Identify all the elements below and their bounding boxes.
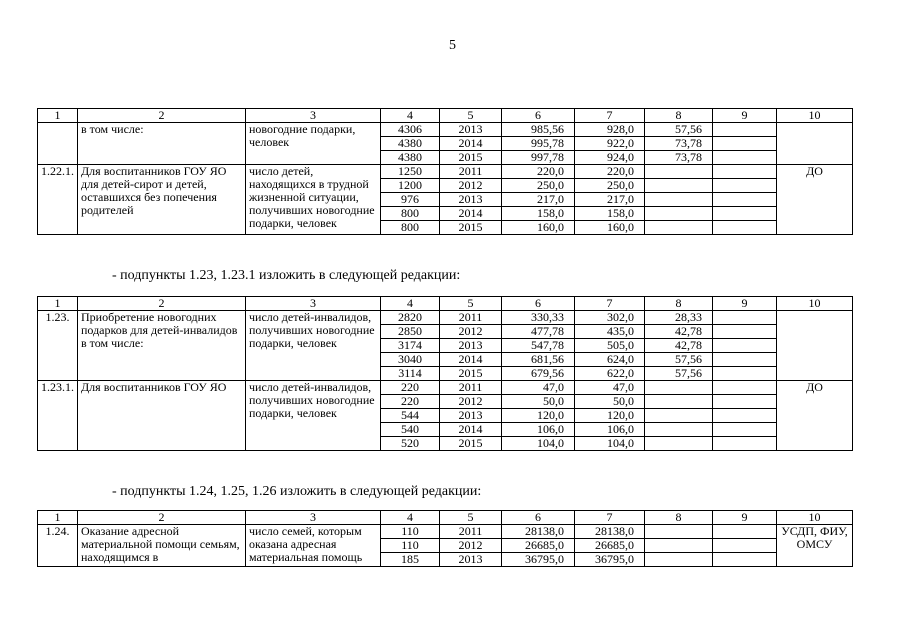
column-number-header: 5 (440, 511, 502, 525)
federal-budget-cell (645, 553, 713, 567)
year-cell: 2013 (440, 409, 502, 423)
indicator-value-cell: 110 (381, 539, 440, 553)
executor-cell (777, 123, 853, 165)
federal-budget-cell (645, 179, 713, 193)
year-cell: 2011 (440, 381, 502, 395)
column-number-header: 3 (246, 297, 381, 311)
instruction-note-1-24: - подпункты 1.24, 1.25, 1.26 изложить в следующей редакции: (112, 484, 482, 499)
indicator-cell: число семей, которым оказана адресная материальная помощь (246, 525, 381, 567)
other-source-cell (713, 409, 777, 423)
column-number-header: 9 (713, 109, 777, 123)
column-number-header: 8 (645, 297, 713, 311)
column-number-header: 6 (502, 297, 575, 311)
instruction-note-1-23: - подпункты 1.23, 1.23.1 изложить в следующей редакции: (112, 268, 461, 283)
indicator-cell: число детей-инвалидов, получивших новогодние подарки, человек (246, 311, 381, 381)
item-name-cell: Для воспитанников ГОУ ЯО для детей-сирот и детей, оставшихся без попечения родителей (78, 165, 246, 235)
table-section-1-24 (37, 510, 853, 567)
executor-cell: ДО (777, 381, 853, 451)
year-cell: 2012 (440, 395, 502, 409)
indicator-value-cell: 4380 (381, 151, 440, 165)
year-cell: 2013 (440, 123, 502, 137)
year-cell: 2015 (440, 221, 502, 235)
other-source-cell (713, 367, 777, 381)
year-cell: 2012 (440, 179, 502, 193)
executor-cell: ДО (777, 165, 853, 235)
item-number-cell: 1.22.1. (38, 165, 78, 235)
total-amount-cell: 995,78 (502, 137, 575, 151)
column-number-header: 1 (38, 511, 78, 525)
table-row (38, 123, 853, 137)
indicator-value-cell: 4380 (381, 137, 440, 151)
other-source-cell (713, 165, 777, 179)
federal-budget-cell (645, 409, 713, 423)
regional-budget-cell: 106,0 (575, 423, 645, 437)
column-number-header: 2 (78, 511, 246, 525)
year-cell: 2015 (440, 151, 502, 165)
executor-cell (777, 311, 853, 381)
federal-budget-cell (645, 525, 713, 539)
federal-budget-cell: 28,33 (645, 311, 713, 325)
column-number-header: 7 (575, 511, 645, 525)
indicator-value-cell: 1250 (381, 165, 440, 179)
header-row (38, 109, 853, 123)
regional-budget-cell: 220,0 (575, 165, 645, 179)
regional-budget-cell: 28138,0 (575, 525, 645, 539)
indicator-value-cell: 1200 (381, 179, 440, 193)
federal-budget-cell: 57,56 (645, 353, 713, 367)
regional-budget-cell: 922,0 (575, 137, 645, 151)
other-source-cell (713, 539, 777, 553)
other-source-cell (713, 207, 777, 221)
regional-budget-cell: 622,0 (575, 367, 645, 381)
column-number-header: 10 (777, 297, 853, 311)
year-cell: 2011 (440, 165, 502, 179)
regional-budget-cell: 505,0 (575, 339, 645, 353)
regional-budget-cell: 435,0 (575, 325, 645, 339)
column-number-header: 2 (78, 109, 246, 123)
indicator-value-cell: 3114 (381, 367, 440, 381)
item-number-cell (38, 123, 78, 165)
item-number-cell: 1.23.1. (38, 381, 78, 451)
indicator-value-cell: 2850 (381, 325, 440, 339)
page-number: 5 (449, 38, 456, 53)
federal-budget-cell (645, 437, 713, 451)
indicator-value-cell: 540 (381, 423, 440, 437)
column-number-header: 10 (777, 511, 853, 525)
total-amount-cell: 28138,0 (502, 525, 575, 539)
regional-budget-cell: 104,0 (575, 437, 645, 451)
other-source-cell (713, 221, 777, 235)
other-source-cell (713, 123, 777, 137)
year-cell: 2013 (440, 553, 502, 567)
total-amount-cell: 220,0 (502, 165, 575, 179)
total-amount-cell: 106,0 (502, 423, 575, 437)
other-source-cell (713, 423, 777, 437)
regional-budget-cell: 160,0 (575, 221, 645, 235)
total-amount-cell: 217,0 (502, 193, 575, 207)
other-source-cell (713, 553, 777, 567)
regional-budget-cell: 624,0 (575, 353, 645, 367)
year-cell: 2011 (440, 525, 502, 539)
total-amount-cell: 477,78 (502, 325, 575, 339)
indicator-value-cell: 520 (381, 437, 440, 451)
federal-budget-cell (645, 395, 713, 409)
indicator-value-cell: 544 (381, 409, 440, 423)
column-number-header: 3 (246, 109, 381, 123)
year-cell: 2013 (440, 193, 502, 207)
total-amount-cell: 120,0 (502, 409, 575, 423)
indicator-value-cell: 220 (381, 395, 440, 409)
regional-budget-cell: 302,0 (575, 311, 645, 325)
indicator-value-cell: 185 (381, 553, 440, 567)
indicator-value-cell: 800 (381, 221, 440, 235)
item-name-cell: Приобретение новогодних подарков для детей-инвалидов в том числе: (78, 311, 246, 381)
total-amount-cell: 985,56 (502, 123, 575, 137)
column-number-header: 4 (381, 109, 440, 123)
column-number-header: 10 (777, 109, 853, 123)
item-name-cell: Оказание адресной материальной помощи семьям, находящимся в (78, 525, 246, 567)
regional-budget-cell: 50,0 (575, 395, 645, 409)
item-number-cell: 1.23. (38, 311, 78, 381)
table-row (38, 165, 853, 179)
year-cell: 2012 (440, 325, 502, 339)
other-source-cell (713, 311, 777, 325)
year-cell: 2013 (440, 339, 502, 353)
other-source-cell (713, 353, 777, 367)
indicator-cell: число детей, находящихся в трудной жизненной ситуации, получивших новогодние подарки, человек (246, 165, 381, 235)
column-number-header: 5 (440, 297, 502, 311)
column-number-header: 7 (575, 109, 645, 123)
indicator-value-cell: 976 (381, 193, 440, 207)
regional-budget-cell: 928,0 (575, 123, 645, 137)
indicator-value-cell: 220 (381, 381, 440, 395)
column-number-header: 6 (502, 511, 575, 525)
indicator-value-cell: 110 (381, 525, 440, 539)
executor-cell: УСДП, ФИУ, ОМСУ (777, 525, 853, 567)
other-source-cell (713, 151, 777, 165)
column-number-header: 1 (38, 109, 78, 123)
item-name-cell: Для воспитанников ГОУ ЯО (78, 381, 246, 451)
year-cell: 2015 (440, 437, 502, 451)
column-number-header: 9 (713, 511, 777, 525)
total-amount-cell: 547,78 (502, 339, 575, 353)
federal-budget-cell (645, 423, 713, 437)
total-amount-cell: 50,0 (502, 395, 575, 409)
header-row (38, 511, 853, 525)
other-source-cell (713, 193, 777, 207)
year-cell: 2014 (440, 423, 502, 437)
column-number-header: 1 (38, 297, 78, 311)
total-amount-cell: 104,0 (502, 437, 575, 451)
item-number-cell: 1.24. (38, 525, 78, 567)
regional-budget-cell: 217,0 (575, 193, 645, 207)
table-section-1-23 (37, 296, 853, 451)
total-amount-cell: 997,78 (502, 151, 575, 165)
column-number-header: 6 (502, 109, 575, 123)
total-amount-cell: 36795,0 (502, 553, 575, 567)
year-cell: 2015 (440, 367, 502, 381)
total-amount-cell: 26685,0 (502, 539, 575, 553)
regional-budget-cell: 924,0 (575, 151, 645, 165)
column-number-header: 2 (78, 297, 246, 311)
federal-budget-cell (645, 381, 713, 395)
column-number-header: 4 (381, 511, 440, 525)
table-row (38, 381, 853, 395)
year-cell: 2014 (440, 353, 502, 367)
column-number-header: 8 (645, 109, 713, 123)
column-number-header: 3 (246, 511, 381, 525)
table-continuation-1-22 (37, 108, 853, 235)
regional-budget-cell: 120,0 (575, 409, 645, 423)
federal-budget-cell: 42,78 (645, 325, 713, 339)
federal-budget-cell: 73,78 (645, 137, 713, 151)
indicator-value-cell: 800 (381, 207, 440, 221)
total-amount-cell: 330,33 (502, 311, 575, 325)
other-source-cell (713, 339, 777, 353)
other-source-cell (713, 437, 777, 451)
regional-budget-cell: 26685,0 (575, 539, 645, 553)
item-name-cell: в том числе: (78, 123, 246, 165)
indicator-value-cell: 3174 (381, 339, 440, 353)
total-amount-cell: 250,0 (502, 179, 575, 193)
column-number-header: 8 (645, 511, 713, 525)
regional-budget-cell: 47,0 (575, 381, 645, 395)
federal-budget-cell: 57,56 (645, 123, 713, 137)
other-source-cell (713, 325, 777, 339)
regional-budget-cell: 158,0 (575, 207, 645, 221)
year-cell: 2014 (440, 207, 502, 221)
federal-budget-cell (645, 207, 713, 221)
regional-budget-cell: 36795,0 (575, 553, 645, 567)
total-amount-cell: 679,56 (502, 367, 575, 381)
total-amount-cell: 158,0 (502, 207, 575, 221)
total-amount-cell: 681,56 (502, 353, 575, 367)
year-cell: 2014 (440, 137, 502, 151)
other-source-cell (713, 395, 777, 409)
federal-budget-cell (645, 165, 713, 179)
federal-budget-cell: 42,78 (645, 339, 713, 353)
year-cell: 2011 (440, 311, 502, 325)
other-source-cell (713, 381, 777, 395)
federal-budget-cell (645, 193, 713, 207)
column-number-header: 4 (381, 297, 440, 311)
indicator-value-cell: 3040 (381, 353, 440, 367)
total-amount-cell: 47,0 (502, 381, 575, 395)
federal-budget-cell: 57,56 (645, 367, 713, 381)
total-amount-cell: 160,0 (502, 221, 575, 235)
other-source-cell (713, 137, 777, 151)
regional-budget-cell: 250,0 (575, 179, 645, 193)
column-number-header: 7 (575, 297, 645, 311)
year-cell: 2012 (440, 539, 502, 553)
column-number-header: 9 (713, 297, 777, 311)
indicator-value-cell: 2820 (381, 311, 440, 325)
header-row (38, 297, 853, 311)
federal-budget-cell (645, 539, 713, 553)
federal-budget-cell: 73,78 (645, 151, 713, 165)
federal-budget-cell (645, 221, 713, 235)
other-source-cell (713, 525, 777, 539)
column-number-header: 5 (440, 109, 502, 123)
indicator-cell: новогодние подарки, человек (246, 123, 381, 165)
table-row (38, 311, 853, 325)
indicator-value-cell: 4306 (381, 123, 440, 137)
indicator-cell: число детей-инвалидов, получивших новогодние подарки, человек (246, 381, 381, 451)
table-row (38, 525, 853, 539)
other-source-cell (713, 179, 777, 193)
